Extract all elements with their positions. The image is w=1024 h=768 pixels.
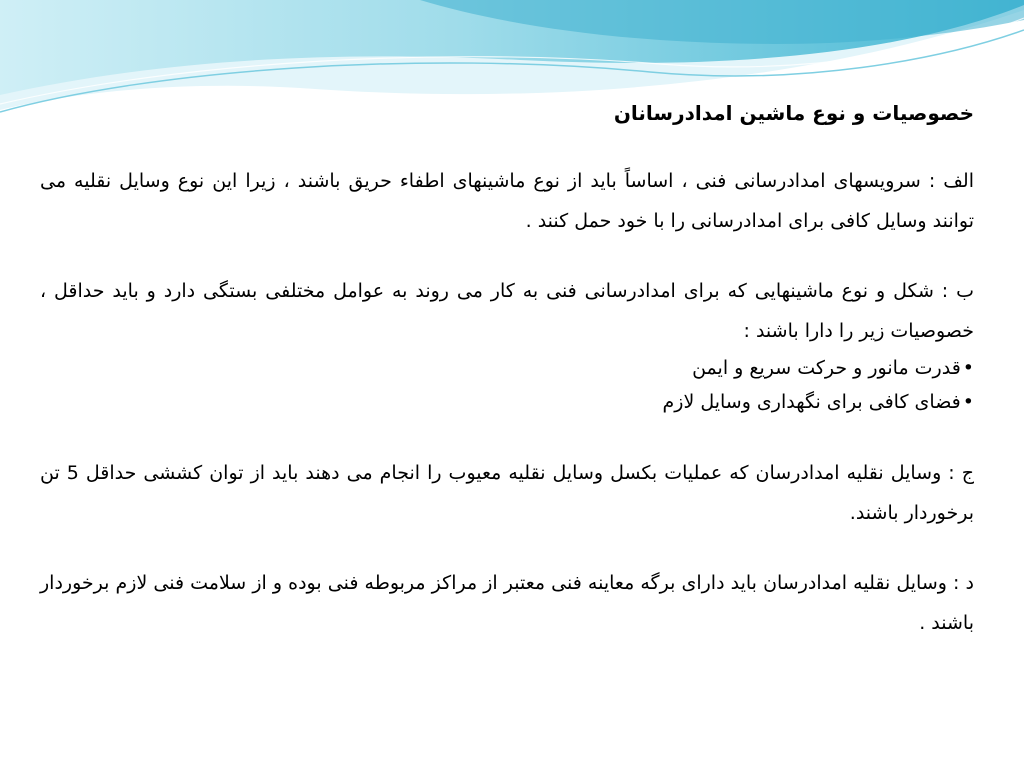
slide-content [40,95,974,673]
list-item [40,351,974,385]
slide-title: خصوصیات و نوع ماشین امدادرسانان [613,101,974,125]
paragraph-dal: د : وسایل نقلیه امدادرسان باید دارای برگه معاینه فنی معتبر از مراکز مربوطه فنی بوده و از سلامت فنی لازم برخوردار باشند . [40,572,974,634]
paragraph-alef: الف : سرویسهای امدادرسانی فنی ، اساساً باید از نوع ماشینهای اطفاء حریق باشند ، زیرا این نوع وسایل نقلیه می توانند وسایل کافی برای امدادرسانی را با خود حمل کنند . [40,170,974,232]
bullet-icon: • [962,357,974,379]
requirements-list [40,351,974,419]
paragraph-be: ب : شکل و نوع ماشینهایی که برای امدادرسانی فنی به کار می روند به عوامل مختلفی بستگی دارد و باید حداقل ، خصوصیات زیر را دارا باشند : [40,280,974,342]
list-item-text: قدرت مانور و حرکت سریع و ایمن [692,357,961,379]
bullet-icon: • [962,391,974,413]
list-item-text: فضای کافی برای نگهداری وسایل لازم [662,391,961,413]
list-item [40,385,974,419]
paragraph-jim: ج : وسایل نقلیه امدادرسان که عملیات بکسل وسایل نقلیه معیوب را انجام می دهند باید از توان کششی حداقل 5 تن برخوردار باشند. [40,462,974,524]
